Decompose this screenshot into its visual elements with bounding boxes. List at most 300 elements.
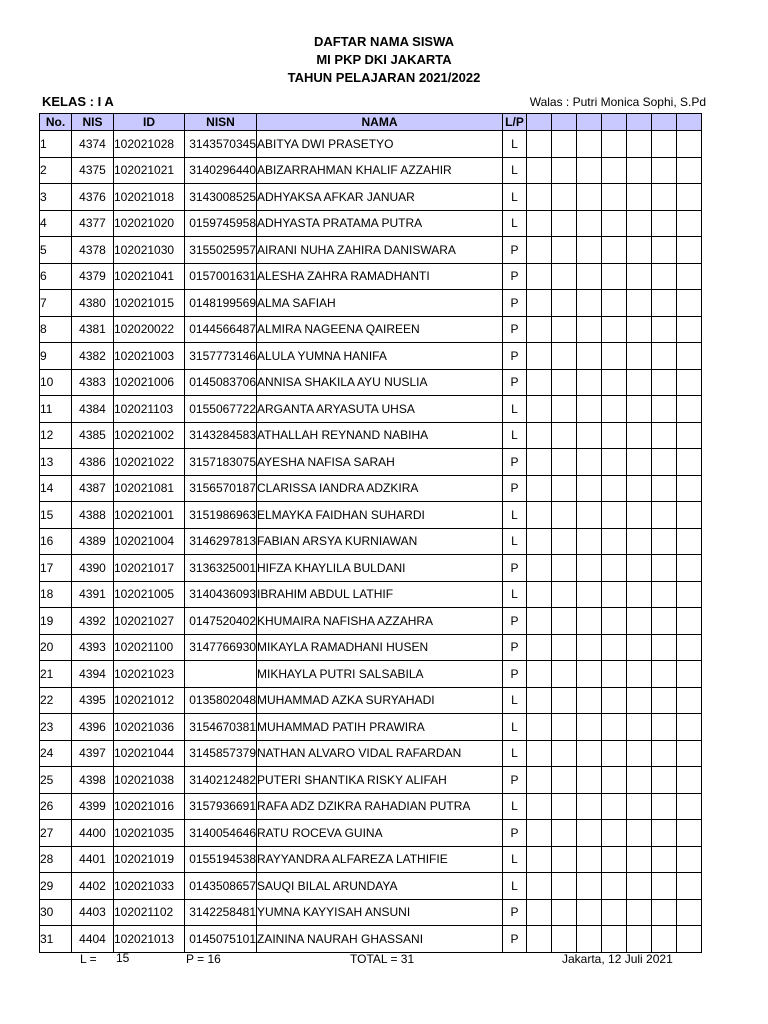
blank-cell xyxy=(627,369,652,396)
blank-cell xyxy=(602,581,627,608)
table-row xyxy=(40,263,702,290)
blank-cell xyxy=(677,502,702,529)
gender-cell: L xyxy=(503,131,527,158)
nis-cell: 4403 xyxy=(72,899,114,926)
nisn-cell: 3136325001 xyxy=(185,555,257,582)
name-cell: ANNISA SHAKILA AYU NUSLIA xyxy=(257,369,503,396)
nis-cell: 4398 xyxy=(72,767,114,794)
table-row xyxy=(40,820,702,847)
blank-cell xyxy=(527,131,552,158)
row-number: 14 xyxy=(40,475,72,502)
nis-cell: 4391 xyxy=(72,581,114,608)
id-cell: 102021041 xyxy=(114,263,185,290)
nisn-cell: 3146297813 xyxy=(185,528,257,555)
blank-cell xyxy=(527,555,552,582)
blank-cell xyxy=(527,846,552,873)
class-label: KELAS : I A xyxy=(42,94,114,109)
blank-cell xyxy=(602,502,627,529)
blank-cell xyxy=(552,899,577,926)
blank-cell xyxy=(677,926,702,953)
blank-cell xyxy=(527,793,552,820)
blank-cell xyxy=(527,767,552,794)
blank-cell xyxy=(602,634,627,661)
document-title-block xyxy=(0,33,768,87)
nisn-cell: 0159745958 xyxy=(185,210,257,237)
blank-cell xyxy=(627,237,652,264)
name-cell: ALMA SAFIAH xyxy=(257,290,503,317)
nis-cell: 4399 xyxy=(72,793,114,820)
blank-cell xyxy=(527,157,552,184)
nisn-cell: 3154670381 xyxy=(185,714,257,741)
blank-cell xyxy=(677,899,702,926)
name-cell: ALMIRA NAGEENA QAIREEN xyxy=(257,316,503,343)
blank-cell xyxy=(677,581,702,608)
nisn-cell: 0155067722 xyxy=(185,396,257,423)
blank-cell xyxy=(652,820,677,847)
gender-cell: L xyxy=(503,528,527,555)
blank-cell xyxy=(677,369,702,396)
id-cell: 102021005 xyxy=(114,581,185,608)
blank-header-cell xyxy=(552,114,577,131)
nisn-cell: 3145857379 xyxy=(185,740,257,767)
row-number: 1 xyxy=(40,131,72,158)
student-roster-table xyxy=(39,113,702,953)
blank-cell xyxy=(577,873,602,900)
gender-cell: P xyxy=(503,237,527,264)
blank-cell xyxy=(602,449,627,476)
blank-cell xyxy=(602,687,627,714)
gender-cell: L xyxy=(503,422,527,449)
gender-cell: L xyxy=(503,687,527,714)
table-header xyxy=(40,114,702,131)
nisn-cell: 3147766930 xyxy=(185,634,257,661)
blank-cell xyxy=(602,210,627,237)
blank-cell xyxy=(577,608,602,635)
nisn-cell: 0148199569 xyxy=(185,290,257,317)
nis-cell: 4375 xyxy=(72,157,114,184)
table-row xyxy=(40,237,702,264)
blank-cell xyxy=(652,873,677,900)
gender-cell: P xyxy=(503,449,527,476)
row-number: 8 xyxy=(40,316,72,343)
name-cell: RAYYANDRA ALFAREZA LATHIFIE xyxy=(257,846,503,873)
row-number: 11 xyxy=(40,396,72,423)
name-cell: ELMAYKA FAIDHAN SUHARDI xyxy=(257,502,503,529)
nisn-cell: 0143508657 xyxy=(185,873,257,900)
table-row xyxy=(40,899,702,926)
blank-cell xyxy=(552,369,577,396)
blank-header-cell xyxy=(602,114,627,131)
name-cell: MIKHAYLA PUTRI SALSABILA xyxy=(257,661,503,688)
id-cell: 102021030 xyxy=(114,237,185,264)
nisn-cell: 3143570345 xyxy=(185,131,257,158)
blank-cell xyxy=(627,899,652,926)
blank-cell xyxy=(577,343,602,370)
blank-cell xyxy=(552,555,577,582)
homeroom-teacher: Walas : Putri Monica Sophi, S.Pd xyxy=(529,95,706,109)
gender-cell: L xyxy=(503,581,527,608)
blank-cell xyxy=(677,687,702,714)
blank-cell xyxy=(577,422,602,449)
nisn-cell: 3140296440 xyxy=(185,157,257,184)
blank-cell xyxy=(627,422,652,449)
blank-cell xyxy=(527,687,552,714)
table-row xyxy=(40,184,702,211)
blank-cell xyxy=(677,555,702,582)
row-number: 7 xyxy=(40,290,72,317)
id-cell: 102021100 xyxy=(114,634,185,661)
blank-cell xyxy=(552,820,577,847)
blank-cell xyxy=(652,714,677,741)
nis-cell: 4386 xyxy=(72,449,114,476)
gender-cell: L xyxy=(503,714,527,741)
nisn-cell: 0145083706 xyxy=(185,369,257,396)
blank-cell xyxy=(602,343,627,370)
table-row xyxy=(40,555,702,582)
blank-cell xyxy=(577,634,602,661)
blank-cell xyxy=(552,396,577,423)
blank-cell xyxy=(677,475,702,502)
blank-cell xyxy=(577,661,602,688)
id-cell: 102021021 xyxy=(114,157,185,184)
name-cell: PUTERI SHANTIKA RISKY ALIFAH xyxy=(257,767,503,794)
blank-cell xyxy=(627,820,652,847)
blank-header-cell xyxy=(677,114,702,131)
blank-cell xyxy=(577,263,602,290)
nisn-cell: 0135802048 xyxy=(185,687,257,714)
blank-cell xyxy=(652,316,677,343)
blank-cell xyxy=(577,475,602,502)
table-row xyxy=(40,475,702,502)
blank-cell xyxy=(652,555,677,582)
blank-cell xyxy=(527,926,552,953)
blank-cell xyxy=(577,926,602,953)
blank-cell xyxy=(652,793,677,820)
nis-cell: 4400 xyxy=(72,820,114,847)
blank-cell xyxy=(552,422,577,449)
gender-cell: P xyxy=(503,290,527,317)
nis-cell: 4394 xyxy=(72,661,114,688)
blank-cell xyxy=(552,502,577,529)
table-row xyxy=(40,634,702,661)
blank-cell xyxy=(602,263,627,290)
nisn-cell: 3155025957 xyxy=(185,237,257,264)
nisn-cell: 3140436093 xyxy=(185,581,257,608)
nisn-cell: 0157001631 xyxy=(185,263,257,290)
nisn-cell xyxy=(185,661,257,688)
blank-cell xyxy=(652,396,677,423)
nisn-cell: 3140212482 xyxy=(185,767,257,794)
blank-cell xyxy=(677,157,702,184)
blank-cell xyxy=(602,396,627,423)
nis-cell: 4380 xyxy=(72,290,114,317)
row-number: 24 xyxy=(40,740,72,767)
blank-cell xyxy=(577,740,602,767)
row-number: 20 xyxy=(40,634,72,661)
blank-cell xyxy=(652,290,677,317)
blank-cell xyxy=(552,926,577,953)
blank-cell xyxy=(677,528,702,555)
blank-cell xyxy=(652,210,677,237)
nisn-cell: 3140054646 xyxy=(185,820,257,847)
row-number: 27 xyxy=(40,820,72,847)
blank-cell xyxy=(677,714,702,741)
gender-cell: P xyxy=(503,661,527,688)
table-row xyxy=(40,661,702,688)
gender-cell: L xyxy=(503,396,527,423)
id-cell: 102021044 xyxy=(114,740,185,767)
nis-cell: 4382 xyxy=(72,343,114,370)
blank-cell xyxy=(527,581,552,608)
blank-cell xyxy=(527,396,552,423)
name-cell: ARGANTA ARYASUTA UHSA xyxy=(257,396,503,423)
blank-cell xyxy=(627,555,652,582)
blank-cell xyxy=(677,396,702,423)
nisn-cell: 0147520402 xyxy=(185,608,257,635)
blank-cell xyxy=(552,316,577,343)
table-row xyxy=(40,846,702,873)
id-cell: 102021016 xyxy=(114,793,185,820)
nisn-cell: 3157936691 xyxy=(185,793,257,820)
row-number: 18 xyxy=(40,581,72,608)
nisn-cell: 0144566487 xyxy=(185,316,257,343)
name-cell: RAFA ADZ DZIKRA RAHADIAN PUTRA xyxy=(257,793,503,820)
blank-cell xyxy=(627,210,652,237)
name-cell: ALULA YUMNA HANIFA xyxy=(257,343,503,370)
id-cell: 102021019 xyxy=(114,846,185,873)
blank-cell xyxy=(677,290,702,317)
blank-cell xyxy=(627,528,652,555)
blank-cell xyxy=(602,157,627,184)
id-cell: 102021103 xyxy=(114,396,185,423)
blank-cell xyxy=(627,316,652,343)
nis-cell: 4389 xyxy=(72,528,114,555)
nisn-cell: 3143284583 xyxy=(185,422,257,449)
female-count: P = 16 xyxy=(186,952,221,966)
row-number: 19 xyxy=(40,608,72,635)
blank-cell xyxy=(577,369,602,396)
blank-cell xyxy=(577,581,602,608)
nis-cell: 4396 xyxy=(72,714,114,741)
nisn-cell: 3157183075 xyxy=(185,449,257,476)
row-number: 28 xyxy=(40,846,72,873)
blank-cell xyxy=(602,131,627,158)
row-number: 22 xyxy=(40,687,72,714)
row-number: 25 xyxy=(40,767,72,794)
blank-cell xyxy=(677,343,702,370)
blank-cell xyxy=(602,422,627,449)
id-cell: 102021036 xyxy=(114,714,185,741)
blank-cell xyxy=(677,846,702,873)
blank-cell xyxy=(602,793,627,820)
blank-header-cell xyxy=(577,114,602,131)
id-cell: 102021022 xyxy=(114,449,185,476)
nis-cell: 4385 xyxy=(72,422,114,449)
blank-cell xyxy=(652,634,677,661)
name-cell: NATHAN ALVARO VIDAL RAFARDAN xyxy=(257,740,503,767)
blank-cell xyxy=(652,687,677,714)
blank-cell xyxy=(552,528,577,555)
blank-cell xyxy=(652,475,677,502)
blank-cell xyxy=(527,449,552,476)
blank-cell xyxy=(627,157,652,184)
name-cell: SAUQI BILAL ARUNDAYA xyxy=(257,873,503,900)
blank-cell xyxy=(577,820,602,847)
id-cell: 102021017 xyxy=(114,555,185,582)
blank-cell xyxy=(652,263,677,290)
name-cell: MUHAMMAD AZKA SURYAHADI xyxy=(257,687,503,714)
blank-cell xyxy=(527,210,552,237)
blank-cell xyxy=(602,290,627,317)
id-cell: 102021028 xyxy=(114,131,185,158)
blank-cell xyxy=(527,661,552,688)
gender-cell: P xyxy=(503,555,527,582)
blank-cell xyxy=(677,449,702,476)
column-header: L/P xyxy=(503,114,527,131)
blank-cell xyxy=(527,820,552,847)
blank-cell xyxy=(652,157,677,184)
blank-cell xyxy=(552,237,577,264)
blank-cell xyxy=(677,131,702,158)
gender-cell: L xyxy=(503,846,527,873)
blank-cell xyxy=(577,131,602,158)
blank-cell xyxy=(602,740,627,767)
blank-cell xyxy=(552,873,577,900)
row-number: 23 xyxy=(40,714,72,741)
document-title: DAFTAR NAMA SISWA xyxy=(313,34,455,49)
column-header: NAMA xyxy=(257,114,503,131)
blank-cell xyxy=(677,873,702,900)
table-row xyxy=(40,369,702,396)
blank-cell xyxy=(652,449,677,476)
blank-cell xyxy=(552,661,577,688)
id-cell: 102021015 xyxy=(114,290,185,317)
column-header: NISN xyxy=(185,114,257,131)
blank-cell xyxy=(577,714,602,741)
blank-cell xyxy=(652,184,677,211)
nis-cell: 4402 xyxy=(72,873,114,900)
nis-cell: 4376 xyxy=(72,184,114,211)
gender-cell: P xyxy=(503,263,527,290)
table-row xyxy=(40,767,702,794)
table-row xyxy=(40,290,702,317)
row-number: 4 xyxy=(40,210,72,237)
nisn-cell: 3156570187 xyxy=(185,475,257,502)
blank-cell xyxy=(527,740,552,767)
nis-cell: 4379 xyxy=(72,263,114,290)
name-cell: IBRAHIM ABDUL LATHIF xyxy=(257,581,503,608)
table-row xyxy=(40,502,702,529)
id-cell: 102021002 xyxy=(114,422,185,449)
blank-cell xyxy=(577,793,602,820)
blank-cell xyxy=(527,290,552,317)
blank-cell xyxy=(527,899,552,926)
gender-cell: P xyxy=(503,369,527,396)
id-cell: 102021081 xyxy=(114,475,185,502)
blank-cell xyxy=(602,528,627,555)
blank-cell xyxy=(627,793,652,820)
gender-cell: P xyxy=(503,926,527,953)
blank-cell xyxy=(677,740,702,767)
table-row xyxy=(40,581,702,608)
blank-cell xyxy=(652,926,677,953)
gender-cell: P xyxy=(503,767,527,794)
blank-cell xyxy=(602,926,627,953)
blank-cell xyxy=(527,714,552,741)
blank-cell xyxy=(527,422,552,449)
nisn-cell: 0155194538 xyxy=(185,846,257,873)
blank-cell xyxy=(527,263,552,290)
table-row xyxy=(40,714,702,741)
blank-cell xyxy=(552,290,577,317)
table-row xyxy=(40,873,702,900)
blank-cell xyxy=(552,131,577,158)
blank-cell xyxy=(627,873,652,900)
blank-cell xyxy=(652,131,677,158)
table-row xyxy=(40,926,702,953)
blank-cell xyxy=(602,475,627,502)
blank-cell xyxy=(627,263,652,290)
id-cell: 102021023 xyxy=(114,661,185,688)
table-row xyxy=(40,422,702,449)
blank-cell xyxy=(552,157,577,184)
blank-cell xyxy=(577,899,602,926)
row-number: 2 xyxy=(40,157,72,184)
male-count: 15 xyxy=(116,951,130,965)
blank-cell xyxy=(602,608,627,635)
name-cell: MIKAYLA RAMADHANI HUSEN xyxy=(257,634,503,661)
table-row xyxy=(40,157,702,184)
nis-cell: 4395 xyxy=(72,687,114,714)
name-cell: AYESHA NAFISA SARAH xyxy=(257,449,503,476)
gender-cell: L xyxy=(503,210,527,237)
blank-cell xyxy=(652,740,677,767)
blank-cell xyxy=(677,422,702,449)
blank-cell xyxy=(552,210,577,237)
nis-cell: 4378 xyxy=(72,237,114,264)
nisn-cell: 3142258481 xyxy=(185,899,257,926)
blank-cell xyxy=(627,343,652,370)
blank-cell xyxy=(652,502,677,529)
blank-cell xyxy=(527,237,552,264)
id-cell: 102021012 xyxy=(114,687,185,714)
id-cell: 102021003 xyxy=(114,343,185,370)
table-row xyxy=(40,608,702,635)
blank-cell xyxy=(627,608,652,635)
blank-cell xyxy=(577,396,602,423)
id-cell: 102020022 xyxy=(114,316,185,343)
blank-cell xyxy=(627,290,652,317)
blank-cell xyxy=(577,290,602,317)
blank-cell xyxy=(577,210,602,237)
blank-cell xyxy=(677,210,702,237)
row-number: 3 xyxy=(40,184,72,211)
row-number: 21 xyxy=(40,661,72,688)
gender-cell: P xyxy=(503,634,527,661)
blank-cell xyxy=(652,237,677,264)
blank-cell xyxy=(577,687,602,714)
gender-cell: P xyxy=(503,899,527,926)
nis-cell: 4393 xyxy=(72,634,114,661)
blank-cell xyxy=(677,767,702,794)
name-cell: ADHYAKSA AFKAR JANUAR xyxy=(257,184,503,211)
gender-cell: P xyxy=(503,820,527,847)
nisn-cell: 0145075101 xyxy=(185,926,257,953)
blank-cell xyxy=(552,608,577,635)
gender-cell: L xyxy=(503,740,527,767)
blank-cell xyxy=(602,899,627,926)
nis-cell: 4397 xyxy=(72,740,114,767)
